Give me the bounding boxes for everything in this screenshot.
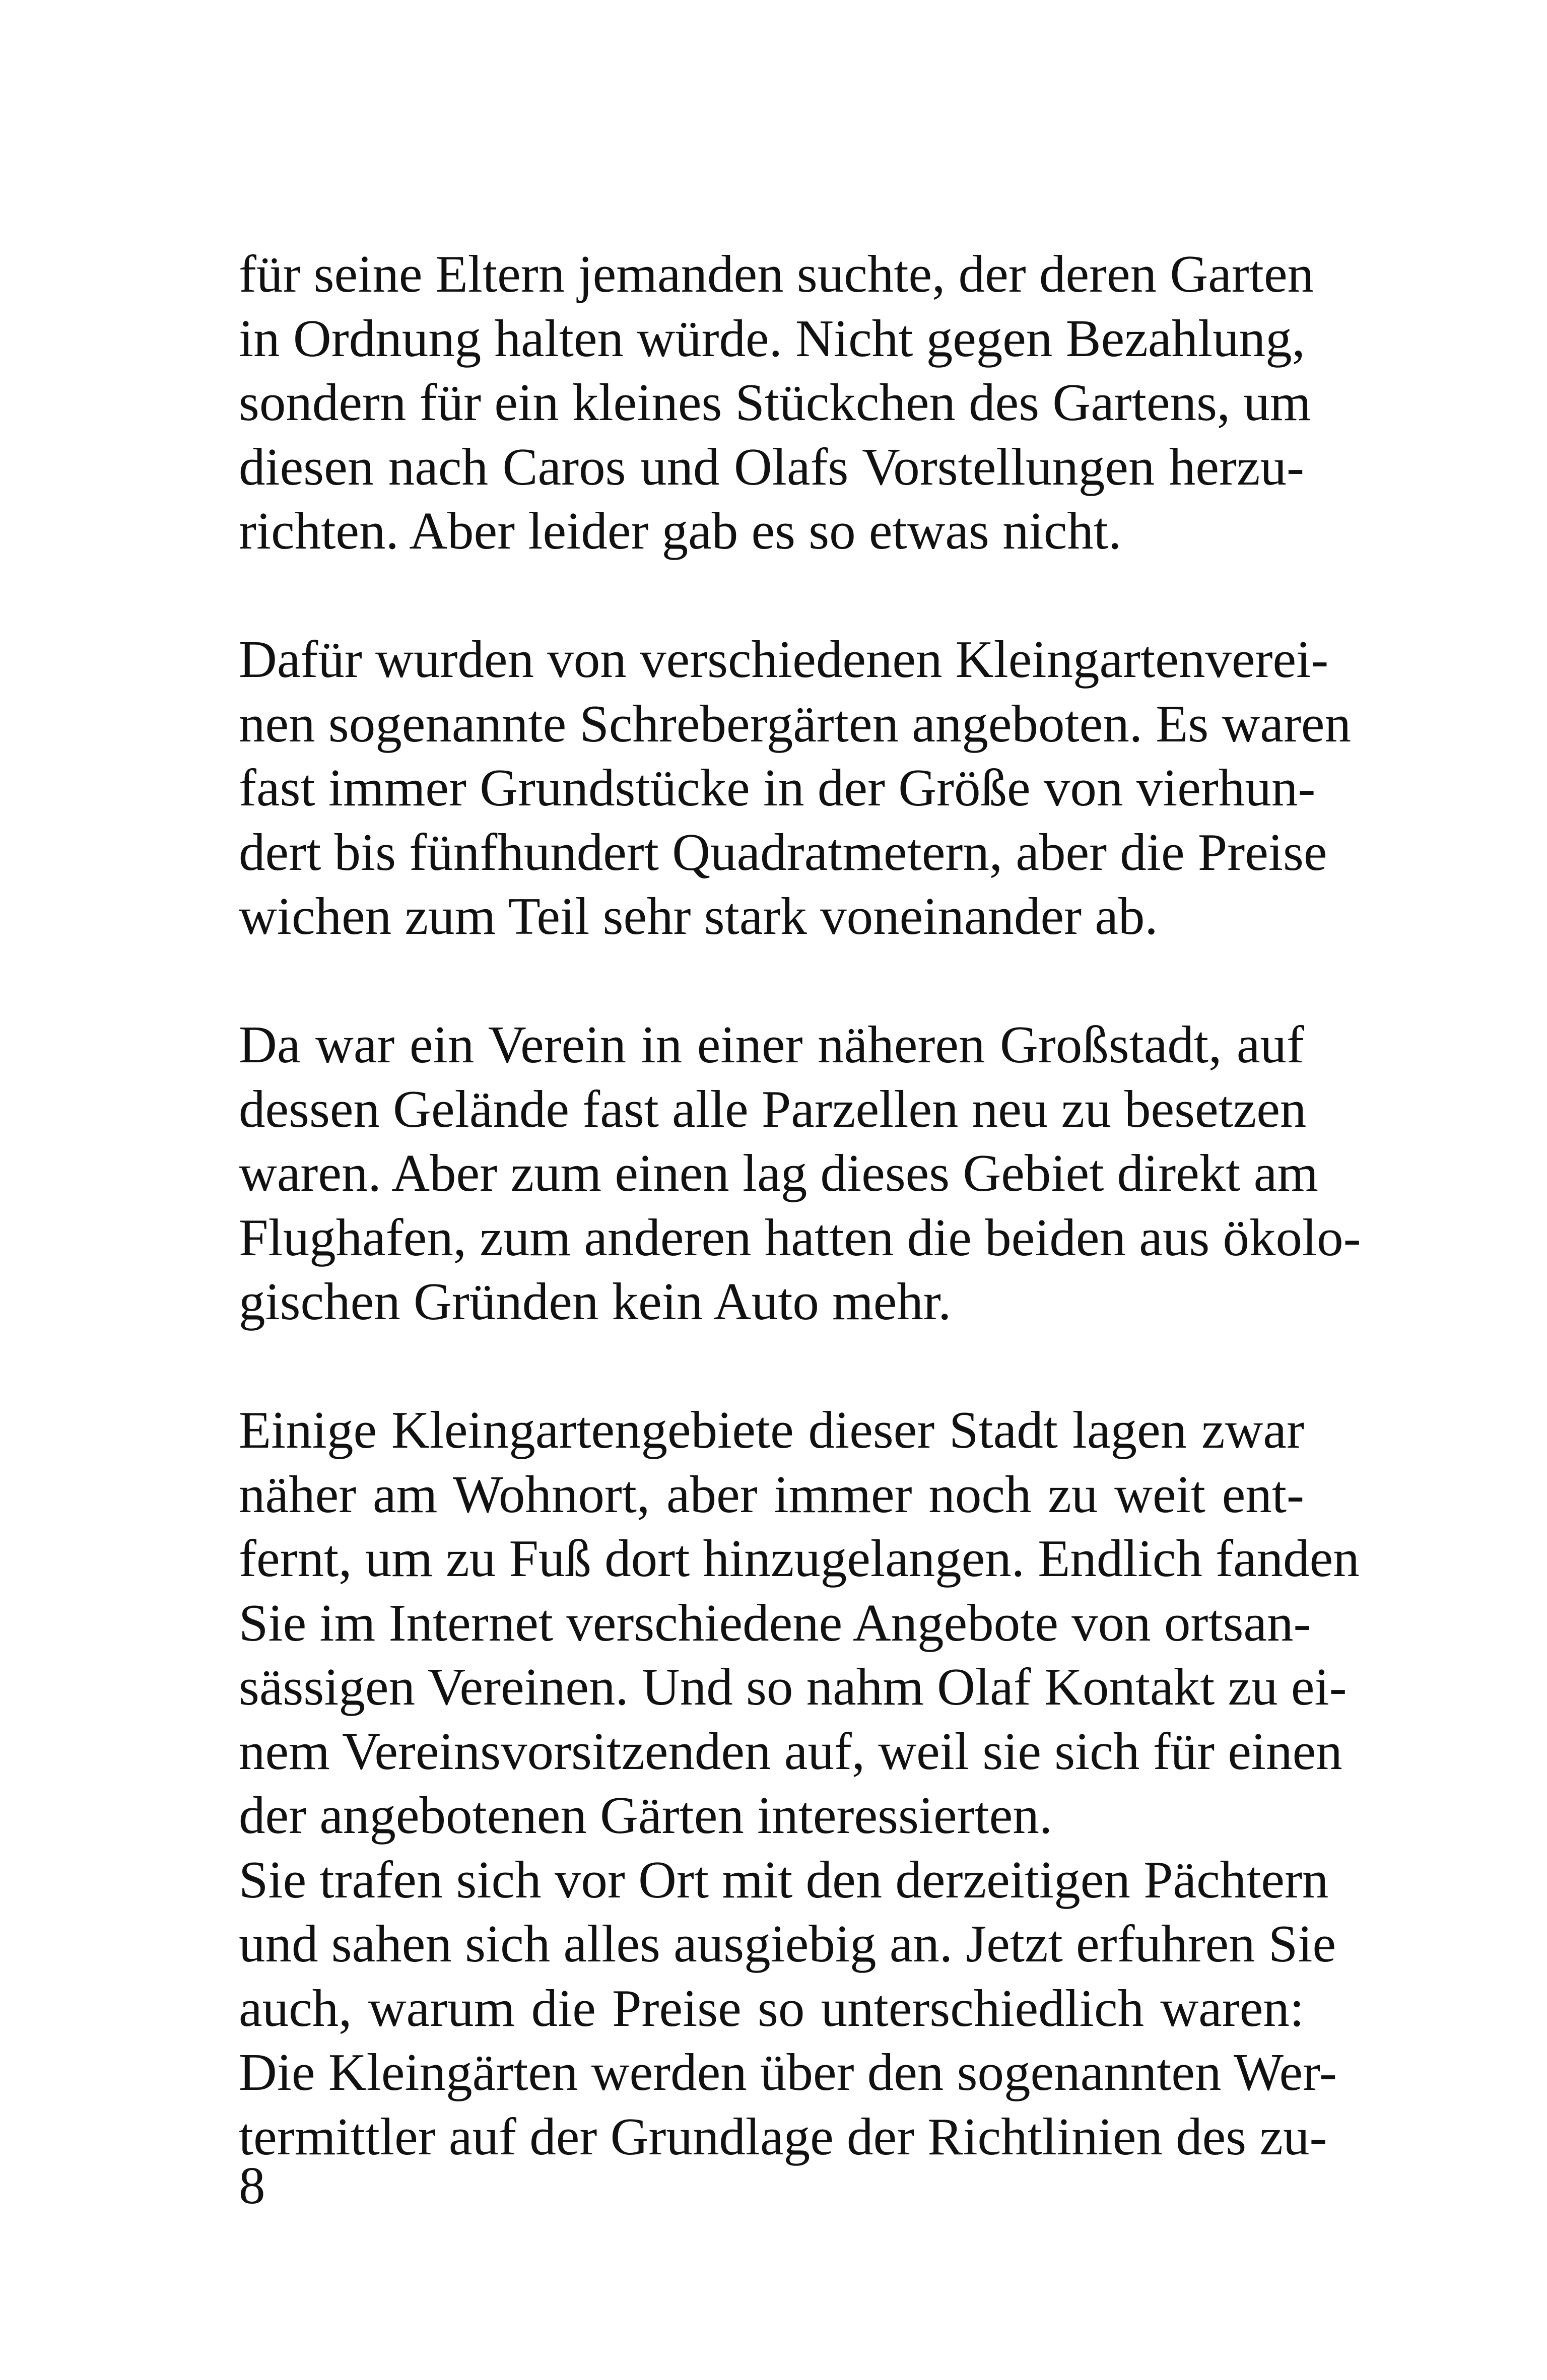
paragraph-spacer [239, 1334, 1304, 1398]
text-line: in Ordnung halten würde. Nicht gegen Bezahlung, [239, 308, 1305, 368]
text-line: Sie trafen sich vor Ort mit den derzeitigen Pächtern [239, 1850, 1329, 1909]
body-text [239, 242, 1361, 2168]
paragraph [239, 1398, 1360, 1848]
paragraph [239, 627, 1352, 948]
text-line: termittler auf der Grundlage der Richtlinien des zu- [239, 2106, 1327, 2166]
text-line: dessen Gelände fast alle Parzellen neu zu besetzen [239, 1079, 1307, 1138]
text-line: Dafür wurden von verschiedenen Kleingartenverei- [239, 630, 1329, 689]
text-line: gischen Gründen kein Auto mehr. [239, 1272, 952, 1331]
page-number: 8 [239, 2156, 265, 2215]
text-line: Sie im Internet verschiedene Angebote von ortsan- [239, 1593, 1311, 1652]
text-line: auch, warum die Preise so unterschiedlich waren: [239, 1978, 1304, 2037]
text-line: Einige Kleingartengebiete dieser Stadt lagen zwar [239, 1400, 1304, 1459]
text-line: fernt, um zu Fuß dort hinzugelangen. Endlich fanden [239, 1529, 1360, 1588]
paragraph-spacer [239, 563, 1304, 628]
text-line: wichen zum Teil sehr stark voneinander ab. [239, 887, 1158, 945]
text-line: und sahen sich alles ausgiebig an. Jetzt erfuhren Sie [239, 1914, 1336, 1973]
text-line: diesen nach Caros und Olafs Vorstellungen herzu- [239, 437, 1304, 496]
text-line: für seine Eltern jemanden suchte, der deren Garten [239, 244, 1314, 303]
text-line: der angebotenen Gärten interessierten. [239, 1786, 1053, 1845]
text-line: näher am Wohnort, aber immer noch zu weit ent- [239, 1464, 1304, 1524]
text-line: richten. Aber leider gab es so etwas nicht. [239, 501, 1122, 560]
text-line: Flughafen, zum anderen hatten die beiden aus ökolo- [239, 1207, 1361, 1267]
text-line: nen sogenannte Schrebergärten angeboten. Es waren [239, 694, 1352, 753]
paragraph [239, 242, 1314, 563]
text-line: fast immer Grundstücke in der Größe von vierhun- [239, 758, 1316, 817]
text-line: waren. Aber zum einen lag dieses Gebiet direkt am [239, 1143, 1318, 1202]
text-line: sässigen Vereinen. Und so nahm Olaf Kontakt zu ei- [239, 1657, 1347, 1716]
text-line: Da war ein Verein in einer näheren Großstadt, auf [239, 1015, 1304, 1074]
text-line: sondern für ein kleines Stückchen des Gartens, um [239, 373, 1311, 432]
paragraph [239, 1012, 1361, 1334]
paragraph [239, 1848, 1337, 2169]
text-line: Die Kleingärten werden über den sogenannten Wer- [239, 2043, 1337, 2101]
paragraph-spacer [239, 948, 1304, 1013]
text-line: dert bis fünfhundert Quadratmetern, aber die Preise [239, 822, 1327, 881]
text-line: nem Vereinsvorsitzenden auf, weil sie sich für einen [239, 1721, 1342, 1781]
